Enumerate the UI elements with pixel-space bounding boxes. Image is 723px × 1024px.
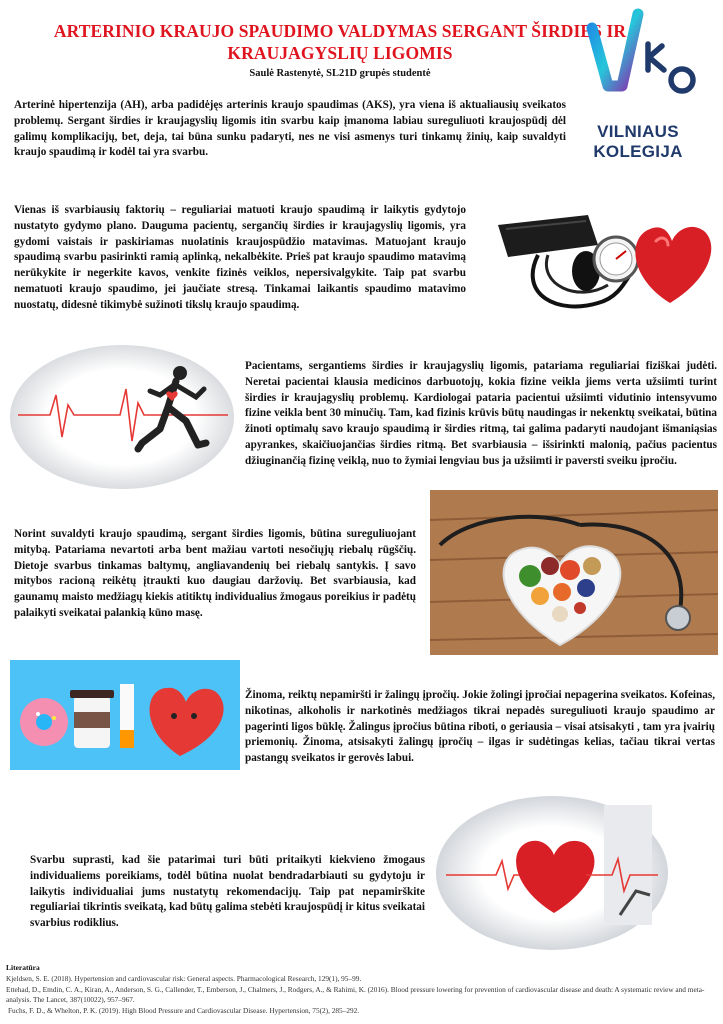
doctor-heart-image	[436, 795, 668, 950]
healthy-food-image	[430, 490, 718, 655]
exercise-paragraph: Pacientams, sergantiems širdies ir kraujagyslių ligomis, patariama reguliariai fiziškai judėti. Neretai pacientai klausia medicinos darbuotojų, kokia fizine veikla jiems verta užsiimti turint širdies ir kraujagyslių problemų. Kardiologai pataria pacientui užsiimti vidutinio intensyvumo fizine veikla bent 30 minučių. Tam, kad fizinis krūvis būtų naudingas ir nekenktų sveikatai, būtina žinoti optimalų savo kraujo spaudimą ir širdies ritmą, tai galima padaryti naudojant išmaniąsias apyrankes, skaičiuojančias širdies ritmą. Bet svarbiausia – išsirinkti malonią, pačius pacientus džiuginančią fizinę veiklą, nuo to žymiai lengviau bus ja užsiimti ir paversti sveiku įpročiu.	[245, 360, 717, 467]
bad-habits-image	[10, 660, 240, 770]
runner-heartbeat-image	[10, 345, 235, 490]
measurement-paragraph: Vienas iš svarbiausių faktorių – reguliariai matuoti kraujo spaudimą ir laikytis gydytojo nustatyto gydymo plano. Dauguma pacientų, sergančių širdies ir kraujagyslių ligomis, yra gydomi vaistais ir paskiriamas nuolatinis kraujospūdžio matavimas. Matuojant kraujo spaudimą svarbu pasirinkti ramią aplinką, nekalbėkite. Prieš pat kraujo spaudimo matavimą nerūkykite ir negerkite kavos, venkite fizinės veiklos, nepersivalgykite. Taip pat svarbu nematuoti kraujo spaudimo, jei jaučiate stresą. Tinkamai laikantis spaudimo matavimo nuostatų, didesnė tikimybė sužinoti tikslų kraujo spaudimą.	[14, 204, 466, 311]
references	[6, 963, 718, 1017]
reference-item: Kjeldsen, S. E. (2018). Hypertension and cardiovascular risk: General aspects. Pharmacological Research, 129(1), 95–99.	[6, 973, 362, 983]
habits-paragraph: Žinoma, reiktų nepamiršti ir žalingų įpročių. Jokie žolingi įpročiai nepagerina sveikatos. Kofeinas, nikotinas, alkoholis ir narkotinės medžiagos tikrai nepadės sureguliuoti kraujo spaudimo ar pagerinti ligos būklę. Žalingus įpročius būtina riboti, o geriausia – visai atsisakyti , tam yra įvairių priemonių. Žinoma, atsisakyti žalingų įpročių – ilgas ir sudėtingas kelias, tačiau tikrai vertas pastangų sveikatos ir gerovės labui.	[245, 689, 715, 765]
page-title: ARTERINIO KRAUJO SPAUDIMO VALDYMAS SERGANT ŠIRDIES IR KRAUJAGYSLIŲ LIGOMIS	[53, 21, 627, 63]
intro-paragraph: Arterinė hipertenzija (AH), arba padidėjęs arterinis kraujo spaudimas (AKS), yra viena iš aktualiausių sveikatos problemų. Sergant širdies ir kraujagyslių ligomis itin svarbu kaip įmanoma labiau sureguliuoti kraujospūdį dėl galimų komplikacijų, bet, deja, tai būna sunku padaryti, nes ne visi asmenys turi tinkamų žinių, kaip suvaldyti kraujo spaudimą ir kodėl tai yra svarbu.	[14, 99, 566, 159]
references-heading: Literatūra	[6, 963, 40, 972]
reference-item: Fuchs, F. D., & Whelton, P. K. (2019). High Blood Pressure and Cardiovascular Disease. Hypertension, 75(2), 285–292.	[8, 1006, 360, 1016]
blood-pressure-monitor-image	[478, 185, 718, 335]
individual-paragraph: Svarbu suprasti, kad šie patarimai turi būti pritaikyti kiekvieno žmogaus individualiems poreikiams, todėl būtina nuolat bendradarbiauti su gydytoju ir laikytis individualiai jums nustatytų rekomendacijų. Taip pat nepamirškite reguliariai tikrintis sveikatą, kad būtų galima stebėti kraujospūdį ir kitus sveikatai svarbius rodiklius.	[30, 854, 425, 930]
author-line: Saulė Rastenytė, SL21D grupės studentė	[249, 68, 431, 79]
logo-line-2: KOLEGIJA	[593, 142, 683, 161]
reference-item: Ettehad, D., Emdin, C. A., Kiran, A., Anderson, S. G., Callender, T., Emberson, J., Chalmers, J., Rodgers, A., & Rahimi, K. (2016). Blood pressure lowering for prevention of cardiovascular disease and death: A systematic review and meta-analysis. The Lancet, 387(10022), 957–967.	[6, 984, 705, 1005]
diet-paragraph: Norint suvaldyti kraujo spaudimą, sergant širdies ligomis, būtina sureguliuojant mitybą. Patariama nevartoti arba bent mažiau vartoti nesočiųjų riebalų rūgščių. Dietoje svarbus tinkamas baltymų, angliavandenių bei riebalų santykis. Į savo mitybos racioną reikėtų įtraukti kuo daugiau daržovių. Bet svarbiausia, kad gaunamų maisto medžiagų kiekis atitiktų individualius žmogaus poreikius ir padėtų palaikyti sveikatai palankią kūno masę.	[14, 528, 416, 619]
logo-line-1: VILNIAUS	[597, 122, 679, 141]
